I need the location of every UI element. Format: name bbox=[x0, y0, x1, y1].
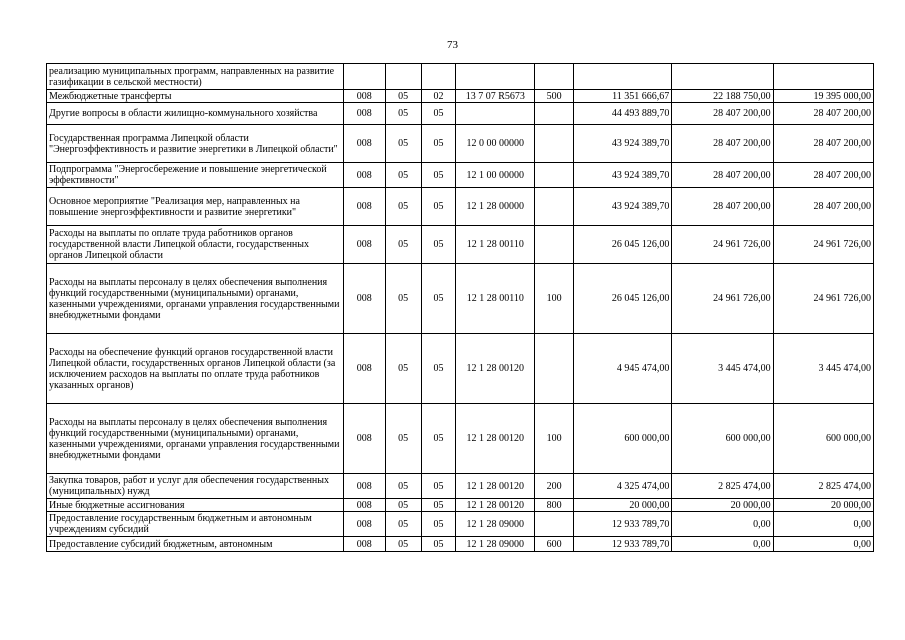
amount-year-3: 28 407 200,00 bbox=[773, 103, 873, 125]
amount-year-1: 12 933 789,70 bbox=[574, 537, 672, 552]
table-row bbox=[47, 188, 874, 226]
grbs-code: 008 bbox=[343, 188, 385, 226]
amount-year-1: 26 045 126,00 bbox=[574, 226, 672, 264]
amount-year-1: 20 000,00 bbox=[574, 499, 672, 512]
subsection-code: 05 bbox=[421, 512, 456, 537]
target-article-code: 12 1 28 00120 bbox=[456, 474, 535, 499]
amount-year-1: 43 924 389,70 bbox=[574, 125, 672, 163]
row-name: Предоставление субсидий бюджетным, автономным bbox=[47, 537, 344, 552]
subsection-code: 05 bbox=[421, 537, 456, 552]
amount-year-3: 28 407 200,00 bbox=[773, 188, 873, 226]
row-name: Межбюджетные трансферты bbox=[47, 90, 344, 103]
section-code: 05 bbox=[385, 226, 421, 264]
table-row bbox=[47, 163, 874, 188]
amount-year-2: 24 961 726,00 bbox=[672, 264, 773, 334]
grbs-code: 008 bbox=[343, 334, 385, 404]
amount-year-3: 0,00 bbox=[773, 537, 873, 552]
expense-type-code: 100 bbox=[535, 264, 574, 334]
subsection-code: 05 bbox=[421, 226, 456, 264]
amount-year-1: 12 933 789,70 bbox=[574, 512, 672, 537]
amount-year-2: 0,00 bbox=[672, 537, 773, 552]
target-article-code: 12 1 00 00000 bbox=[456, 163, 535, 188]
row-name: Государственная программа Липецкой области "Энергоэффективность и развитие энергетики в Липецкой области" bbox=[47, 125, 344, 163]
section-code: 05 bbox=[385, 499, 421, 512]
target-article-code: 12 1 28 00000 bbox=[456, 188, 535, 226]
table-row bbox=[47, 125, 874, 163]
target-article-code: 12 1 28 00110 bbox=[456, 226, 535, 264]
grbs-code: 008 bbox=[343, 264, 385, 334]
row-name: Предоставление государственным бюджетным и автономным учреждениям субсидий bbox=[47, 512, 344, 537]
amount-year-3: 19 395 000,00 bbox=[773, 90, 873, 103]
target-article-code: 12 1 28 00120 bbox=[456, 404, 535, 474]
row-name: Закупка товаров, работ и услуг для обеспечения государственных (муниципальных) нужд bbox=[47, 474, 344, 499]
table-row bbox=[47, 537, 874, 552]
amount-year-2: 20 000,00 bbox=[672, 499, 773, 512]
table-row bbox=[47, 64, 874, 90]
subsection-code: 05 bbox=[421, 125, 456, 163]
subsection-code: 05 bbox=[421, 334, 456, 404]
grbs-code: 008 bbox=[343, 125, 385, 163]
amount-year-1: 26 045 126,00 bbox=[574, 264, 672, 334]
expense-type-code bbox=[535, 103, 574, 125]
page-number: 73 bbox=[447, 39, 458, 51]
amount-year-2: 28 407 200,00 bbox=[672, 125, 773, 163]
amount-year-1: 600 000,00 bbox=[574, 404, 672, 474]
amount-year-2: 3 445 474,00 bbox=[672, 334, 773, 404]
amount-year-1: 4 325 474,00 bbox=[574, 474, 672, 499]
expense-type-code bbox=[535, 512, 574, 537]
amount-year-3: 2 825 474,00 bbox=[773, 474, 873, 499]
amount-year-3: 600 000,00 bbox=[773, 404, 873, 474]
section-code: 05 bbox=[385, 264, 421, 334]
row-name: Подпрограмма "Энергосбережение и повышение энергетической эффективности" bbox=[47, 163, 344, 188]
section-code: 05 bbox=[385, 103, 421, 125]
row-name: реализацию муниципальных программ, направленных на развитие газификации в сельской местности) bbox=[47, 64, 344, 90]
table-row bbox=[47, 499, 874, 512]
amount-year-2 bbox=[672, 64, 773, 90]
row-name: Расходы на выплаты персоналу в целях обеспечения выполнения функций государственными (муниципальными) органами, казенными учреждениями, органами управления государственными внебюджетными фондами bbox=[47, 264, 344, 334]
amount-year-2: 22 188 750,00 bbox=[672, 90, 773, 103]
amount-year-1 bbox=[574, 64, 672, 90]
expense-type-code: 500 bbox=[535, 90, 574, 103]
amount-year-3: 28 407 200,00 bbox=[773, 163, 873, 188]
section-code: 05 bbox=[385, 334, 421, 404]
subsection-code: 05 bbox=[421, 188, 456, 226]
section-code: 05 bbox=[385, 537, 421, 552]
table-row bbox=[47, 474, 874, 499]
grbs-code: 008 bbox=[343, 103, 385, 125]
amount-year-2: 600 000,00 bbox=[672, 404, 773, 474]
target-article-code: 12 1 28 00120 bbox=[456, 499, 535, 512]
grbs-code: 008 bbox=[343, 226, 385, 264]
expense-type-code: 100 bbox=[535, 404, 574, 474]
amount-year-3 bbox=[773, 64, 873, 90]
amount-year-3: 24 961 726,00 bbox=[773, 226, 873, 264]
row-name: Иные бюджетные ассигнования bbox=[47, 499, 344, 512]
amount-year-2: 0,00 bbox=[672, 512, 773, 537]
section-code: 05 bbox=[385, 163, 421, 188]
expense-type-code: 600 bbox=[535, 537, 574, 552]
amount-year-3: 3 445 474,00 bbox=[773, 334, 873, 404]
section-code: 05 bbox=[385, 512, 421, 537]
grbs-code: 008 bbox=[343, 537, 385, 552]
amount-year-2: 24 961 726,00 bbox=[672, 226, 773, 264]
table-row bbox=[47, 334, 874, 404]
subsection-code: 05 bbox=[421, 264, 456, 334]
section-code bbox=[385, 64, 421, 90]
amount-year-3: 24 961 726,00 bbox=[773, 264, 873, 334]
grbs-code: 008 bbox=[343, 163, 385, 188]
row-name: Основное мероприятие "Реализация мер, направленных на повышение энергоэффективности и развитие энергетики" bbox=[47, 188, 344, 226]
table-row bbox=[47, 226, 874, 264]
expense-type-code bbox=[535, 163, 574, 188]
row-name: Расходы на обеспечение функций органов государственной власти Липецкой области, государственных органов Липецкой области (за исключением расходов на выплаты по оплате труда работников указанных органов) bbox=[47, 334, 344, 404]
expense-type-code bbox=[535, 125, 574, 163]
amount-year-2: 28 407 200,00 bbox=[672, 103, 773, 125]
row-name: Расходы на выплаты персоналу в целях обеспечения выполнения функций государственными (муниципальными) органами, казенными учреждениями, органами управления государственными внебюджетными фондами bbox=[47, 404, 344, 474]
subsection-code: 05 bbox=[421, 474, 456, 499]
amount-year-2: 28 407 200,00 bbox=[672, 188, 773, 226]
amount-year-3: 20 000,00 bbox=[773, 499, 873, 512]
amount-year-3: 0,00 bbox=[773, 512, 873, 537]
amount-year-3: 28 407 200,00 bbox=[773, 125, 873, 163]
subsection-code bbox=[421, 64, 456, 90]
grbs-code: 008 bbox=[343, 474, 385, 499]
expense-type-code bbox=[535, 226, 574, 264]
target-article-code bbox=[456, 64, 535, 90]
section-code: 05 bbox=[385, 90, 421, 103]
grbs-code: 008 bbox=[343, 512, 385, 537]
table-row bbox=[47, 264, 874, 334]
amount-year-1: 44 493 889,70 bbox=[574, 103, 672, 125]
budget-table bbox=[46, 63, 874, 552]
expense-type-code: 800 bbox=[535, 499, 574, 512]
table-row bbox=[47, 103, 874, 125]
amount-year-2: 2 825 474,00 bbox=[672, 474, 773, 499]
amount-year-1: 43 924 389,70 bbox=[574, 163, 672, 188]
subsection-code: 05 bbox=[421, 499, 456, 512]
amount-year-2: 28 407 200,00 bbox=[672, 163, 773, 188]
target-article-code: 12 0 00 00000 bbox=[456, 125, 535, 163]
target-article-code bbox=[456, 103, 535, 125]
amount-year-1: 11 351 666,67 bbox=[574, 90, 672, 103]
table-row bbox=[47, 90, 874, 103]
target-article-code: 13 7 07 R5673 bbox=[456, 90, 535, 103]
grbs-code: 008 bbox=[343, 90, 385, 103]
section-code: 05 bbox=[385, 125, 421, 163]
row-name: Расходы на выплаты по оплате труда работников органов государственной власти Липецкой области, государственных органов Липецкой области bbox=[47, 226, 344, 264]
expense-type-code: 200 bbox=[535, 474, 574, 499]
target-article-code: 12 1 28 00120 bbox=[456, 334, 535, 404]
subsection-code: 02 bbox=[421, 90, 456, 103]
section-code: 05 bbox=[385, 188, 421, 226]
subsection-code: 05 bbox=[421, 163, 456, 188]
target-article-code: 12 1 28 09000 bbox=[456, 537, 535, 552]
table-body bbox=[47, 64, 874, 552]
target-article-code: 12 1 28 00110 bbox=[456, 264, 535, 334]
target-article-code: 12 1 28 09000 bbox=[456, 512, 535, 537]
expense-type-code bbox=[535, 334, 574, 404]
subsection-code: 05 bbox=[421, 103, 456, 125]
section-code: 05 bbox=[385, 404, 421, 474]
grbs-code: 008 bbox=[343, 499, 385, 512]
amount-year-1: 43 924 389,70 bbox=[574, 188, 672, 226]
subsection-code: 05 bbox=[421, 404, 456, 474]
expense-type-code bbox=[535, 188, 574, 226]
table-row bbox=[47, 404, 874, 474]
grbs-code bbox=[343, 64, 385, 90]
amount-year-1: 4 945 474,00 bbox=[574, 334, 672, 404]
section-code: 05 bbox=[385, 474, 421, 499]
table-row bbox=[47, 512, 874, 537]
expense-type-code bbox=[535, 64, 574, 90]
row-name: Другие вопросы в области жилищно-коммунального хозяйства bbox=[47, 103, 344, 125]
grbs-code: 008 bbox=[343, 404, 385, 474]
